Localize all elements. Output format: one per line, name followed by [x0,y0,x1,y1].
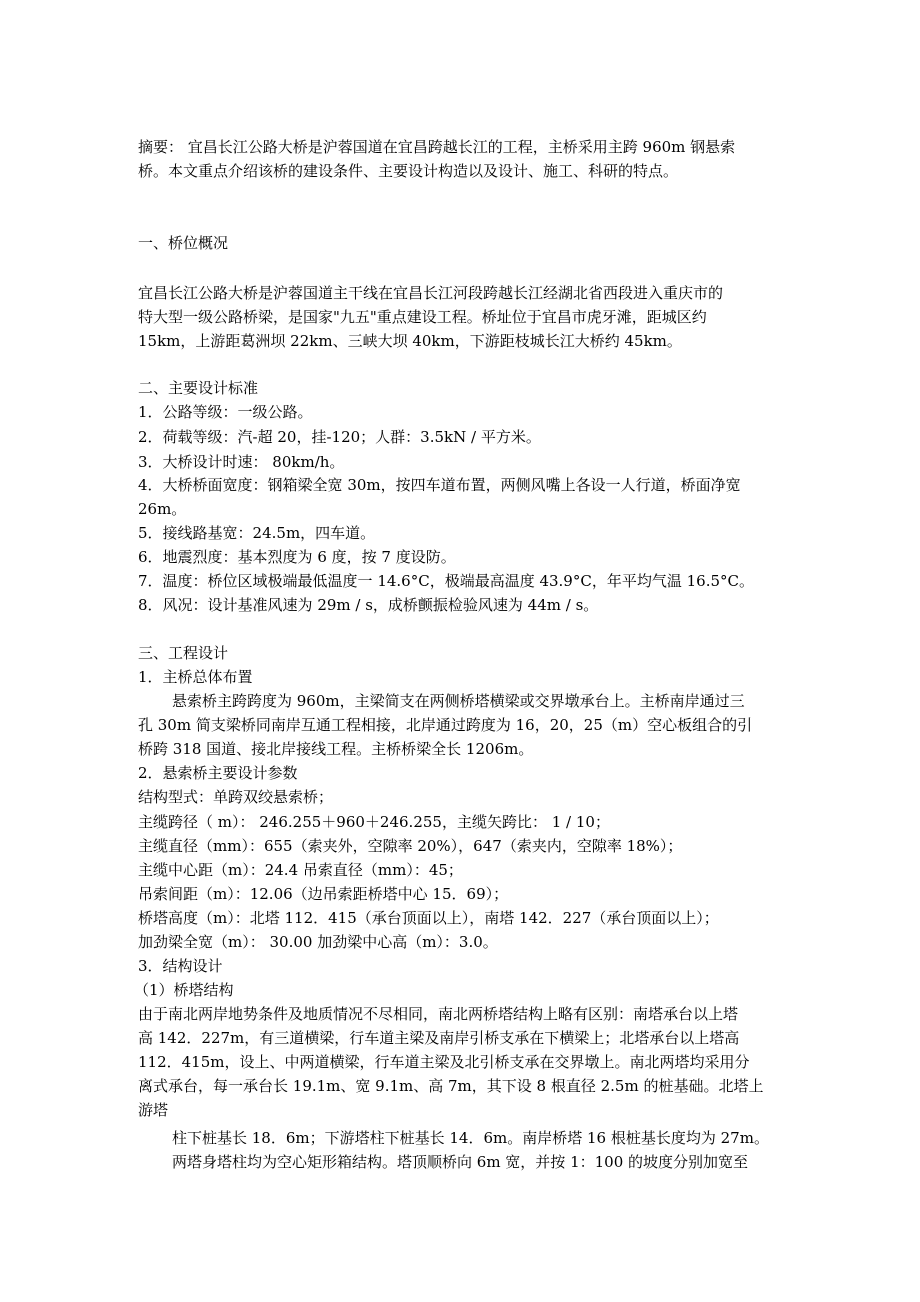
section3-heading: 三、工程设计 [138,644,229,662]
paragraph-line: 游塔 [138,1101,169,1119]
abstract-line-1: 摘要： 宜昌长江公路大桥是沪蓉国道在宜昌跨越长江的工程，主桥采用主跨 960m 钢悬索 [138,138,736,156]
subsection-title: 3．结构设计 [138,957,223,975]
param-line: 加劲梁全宽（m）： 30.00 加劲梁中心高（m）：3.0。 [138,933,498,951]
param-line: 主缆跨径（ m）： 246.255＋960＋246.255，主缆矢跨比： 1 / 10； [138,813,610,831]
section1-heading: 一、桥位概况 [138,234,229,252]
paragraph-line: 离式承台，每一承台长 19.1m、宽 9.1m、高 7m，其下设 8 根直径 2.5m 的桩基础。北塔上 [138,1077,764,1095]
standard-item: 26m。 [138,500,187,518]
standard-item: 7．温度：桥位区域极端最低温度一 14.6°C，极端最高温度 43.9°C，年平均气温 16.5°C。 [138,572,754,590]
standard-item: 4．大桥桥面宽度：钢箱梁全宽 30m，按四车道布置，两侧风嘴上各设一人行道，桥面净宽 [138,476,741,494]
standard-item: 8．风况：设计基准风速为 29m / s，成桥颤振检验风速为 44m / s。 [138,596,599,614]
standard-item: 6．地震烈度：基本烈度为 6 度，按 7 度设防。 [138,548,456,566]
subsection-title: 2．悬索桥主要设计参数 [138,764,298,782]
standard-item: 3．大桥设计时速： 80km/h。 [138,453,345,471]
paragraph-line: 悬索桥主跨跨度为 960m，主梁简支在两侧桥塔横梁或交界墩承台上。主桥南岸通过三 [172,692,745,710]
paragraph-line: 两塔身塔柱均为空心矩形箱结构。塔顶顺桥向 6m 宽，并按 1：100 的坡度分别加宽至 [172,1153,749,1171]
section1-line-2: 特大型一级公路桥梁，是国家"九五"重点建设工程。桥址位于宜昌市虎牙滩，距城区约 [138,308,707,326]
section2-heading: 二、主要设计标准 [138,379,259,397]
subsection-title: 1．主桥总体布置 [138,668,253,686]
paragraph-line: 由于南北两岸地势条件及地质情况不尽相同，南北两桥塔结构上略有区别：南塔承台以上塔 [138,1005,739,1023]
abstract-line-2: 桥。本文重点介绍该桥的建设条件、主要设计构造以及设计、施工、科研的特点。 [138,162,679,180]
standard-item: 1．公路等级：一级公路。 [138,403,313,421]
param-line: 主缆中心距（m）：24.4 吊索直径（mm）：45； [138,861,463,879]
paragraph-line: 高 142．227m，有三道横梁，行车道主梁及南岸引桥支承在下横梁上；北塔承台以上塔高 [138,1029,740,1047]
param-line: 主缆直径（mm）：655（索夹外，空隙率 20%），647（索夹内，空隙率 18%）； [138,837,683,855]
paragraph-line: 孔 30m 简支梁桥同南岸互通工程相接，北岸通过跨度为 16，20，25（m）空心板组合的引 [138,716,753,734]
subsubsection-title: （1）桥塔结构 [134,981,234,999]
standard-item: 2．荷载等级：汽-超 20，挂-120；人群：3.5kN / 平方米。 [138,428,541,446]
paragraph-line: 柱下桩基长 18．6m；下游塔柱下桩基长 14．6m。南岸桥塔 16 根桩基长度均为 27m。 [172,1129,769,1147]
paragraph-line: 112．415m，设上、中两道横梁，行车道主梁及北引桥支承在交界墩上。南北两塔均采用分 [138,1053,750,1071]
param-line: 结构型式：单跨双绞悬索桥； [138,788,334,806]
paragraph-line: 桥跨 318 国道、接北岸接线工程。主桥桥梁全长 1206m。 [138,740,534,758]
section1-line-3: 15km，上游距葛洲坝 22km、三峡大坝 40km，下游距枝城长江大桥约 45km。 [138,332,682,350]
param-line: 吊索间距（m）：12.06（边吊索距桥塔中心 15．69）； [138,885,509,903]
section1-line-1: 宜昌长江公路大桥是沪蓉国道主干线在宜昌长江河段跨越长江经湖北省西段进入重庆市的 [138,284,724,302]
standard-item: 5．接线路基宽：24.5m，四车道。 [138,524,376,542]
param-line: 桥塔高度（m）：北塔 112．415（承台顶面以上），南塔 142．227（承台顶面以上）； [138,909,719,927]
